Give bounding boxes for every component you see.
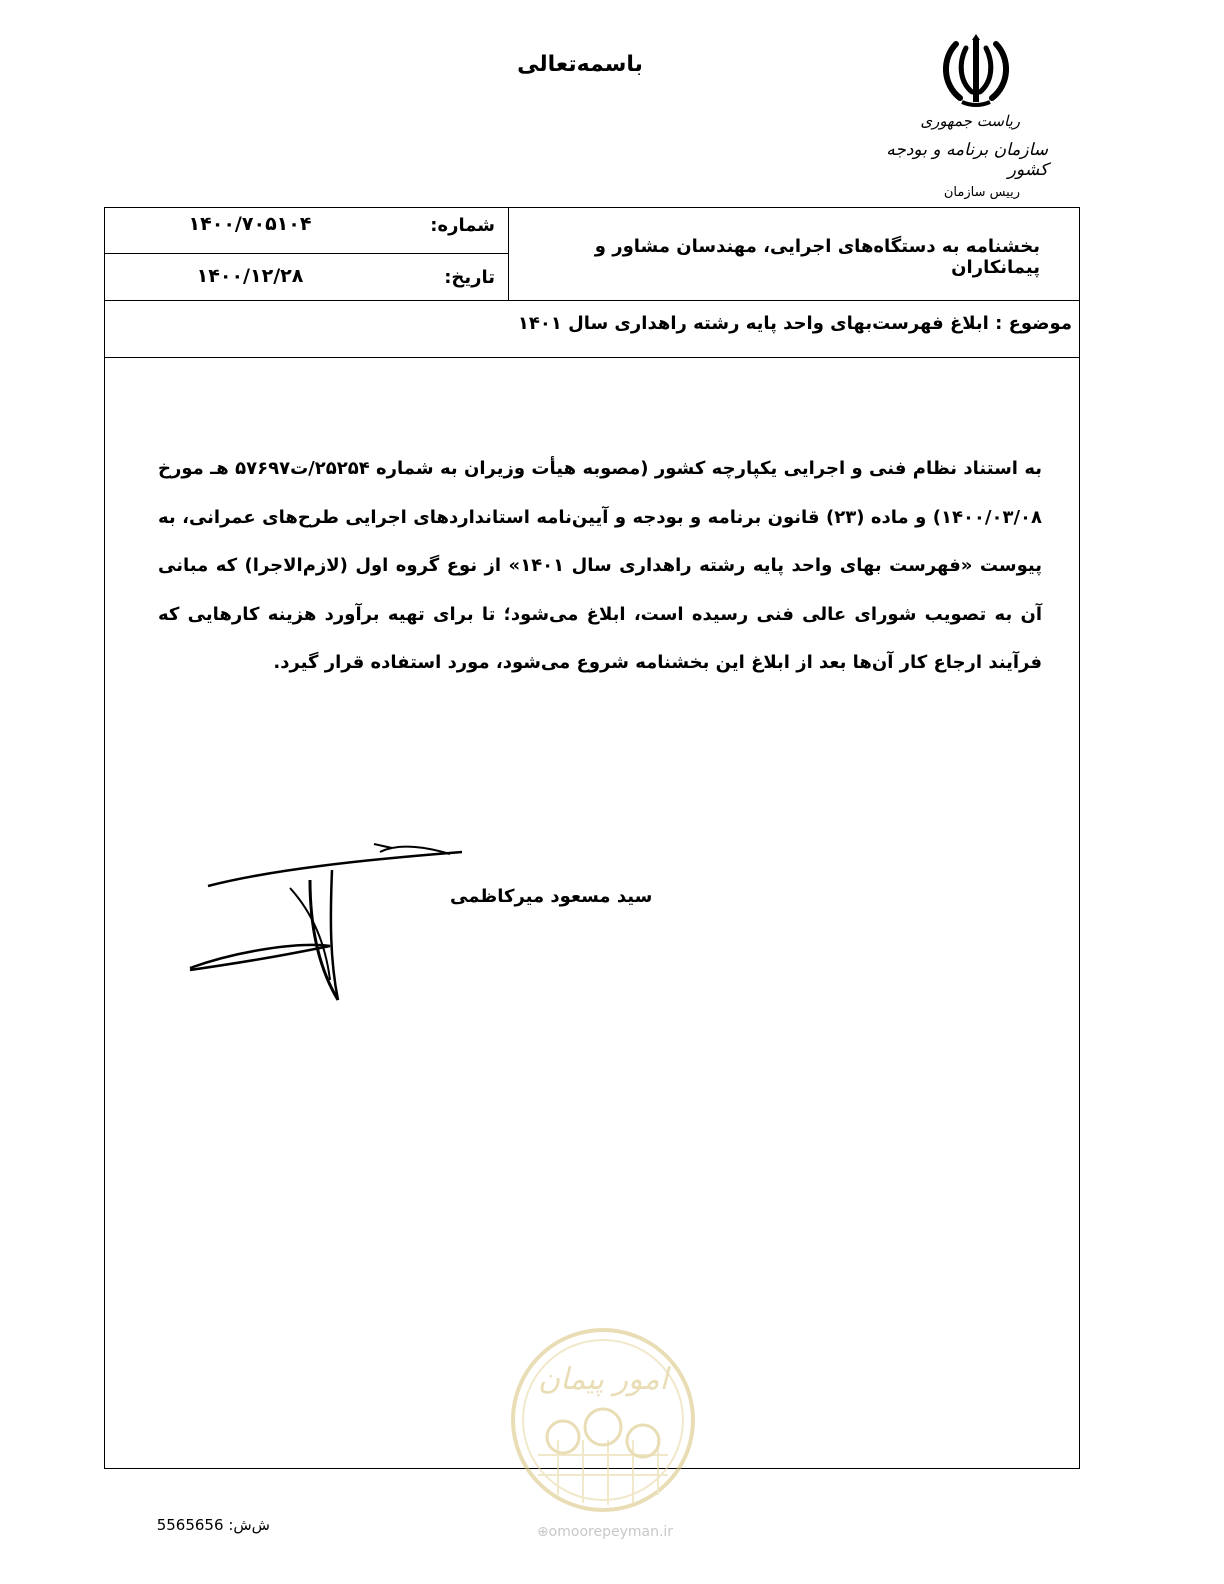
signature-name: سید مسعود میرکاظمی (450, 886, 653, 907)
footer-code (140, 1516, 270, 1534)
recipients-line: بخشنامه به دستگاه‌های اجرایی، مهندسان مشاور و پیمانکاران (594, 236, 1040, 278)
date-label: تاریخ: (444, 267, 495, 288)
body-paragraph: به استناد نظام فنی و اجرایی یکپارچه کشور (مصوبه هیأت وزیران به شماره ۲۵۲۵۴/ت۵۷۶۹۷ هـ مورخ ۱۴۰۰/۰۳/۰۸) و ماده (۲۳) قانون برنامه و بودجه و آیین‌نامه استانداردهای اجرایی طرح‌های عمرانی، به پیوست «فهرست بهای واحد پایه رشته راهداری سال ۱۴۰۱» از نوع گروه اول (لازم‌الاجرا) که مبانی آن به تصویب شورای عالی فنی رسیده است، ابلاغ می‌شود؛ تا برای تهیه برآورد هزینه کارهایی که فرآیند ارجاع کار آن‌ها بعد از ابلاغ این بخشنامه شروع می‌شود، مورد استفاده قرار گیرد. (158, 458, 1043, 673)
signature-image (180, 830, 653, 1015)
divider-line (104, 300, 1080, 301)
org-line-head: رییس سازمان (943, 185, 1020, 200)
footer-code-value: 5565656 (156, 1516, 224, 1534)
number-label: شماره: (430, 215, 495, 236)
globe-icon: ⊕ (536, 1524, 549, 1540)
bismillah-heading: باسمه‌تعالی (517, 52, 643, 77)
iran-emblem-icon (938, 34, 1014, 108)
subject-line: موضوع : ابلاغ فهرست‌بهای واحد پایه رشته راهداری سال ۱۴۰۱ (517, 313, 1072, 334)
org-line-organization: سازمان برنامه و بودجه کشور (886, 140, 1048, 180)
watermark-url: ⊕omoorepeyman.ir (536, 1524, 674, 1540)
watermark-logo (508, 1325, 698, 1515)
watermark-logo-text: امور پیمان (538, 1362, 668, 1397)
divider-line (104, 253, 508, 254)
date-value: ۱۴۰۰/۱۲/۲۸ (196, 265, 304, 287)
footer-code-label: ش‌ش: (228, 1516, 270, 1534)
org-line-presidency: ریاست جمهوری (920, 112, 1020, 130)
number-value: ۱۴۰۰/۷۰۵۱۰۴ (188, 213, 312, 235)
divider-line (104, 357, 1080, 358)
divider-line (508, 207, 509, 301)
